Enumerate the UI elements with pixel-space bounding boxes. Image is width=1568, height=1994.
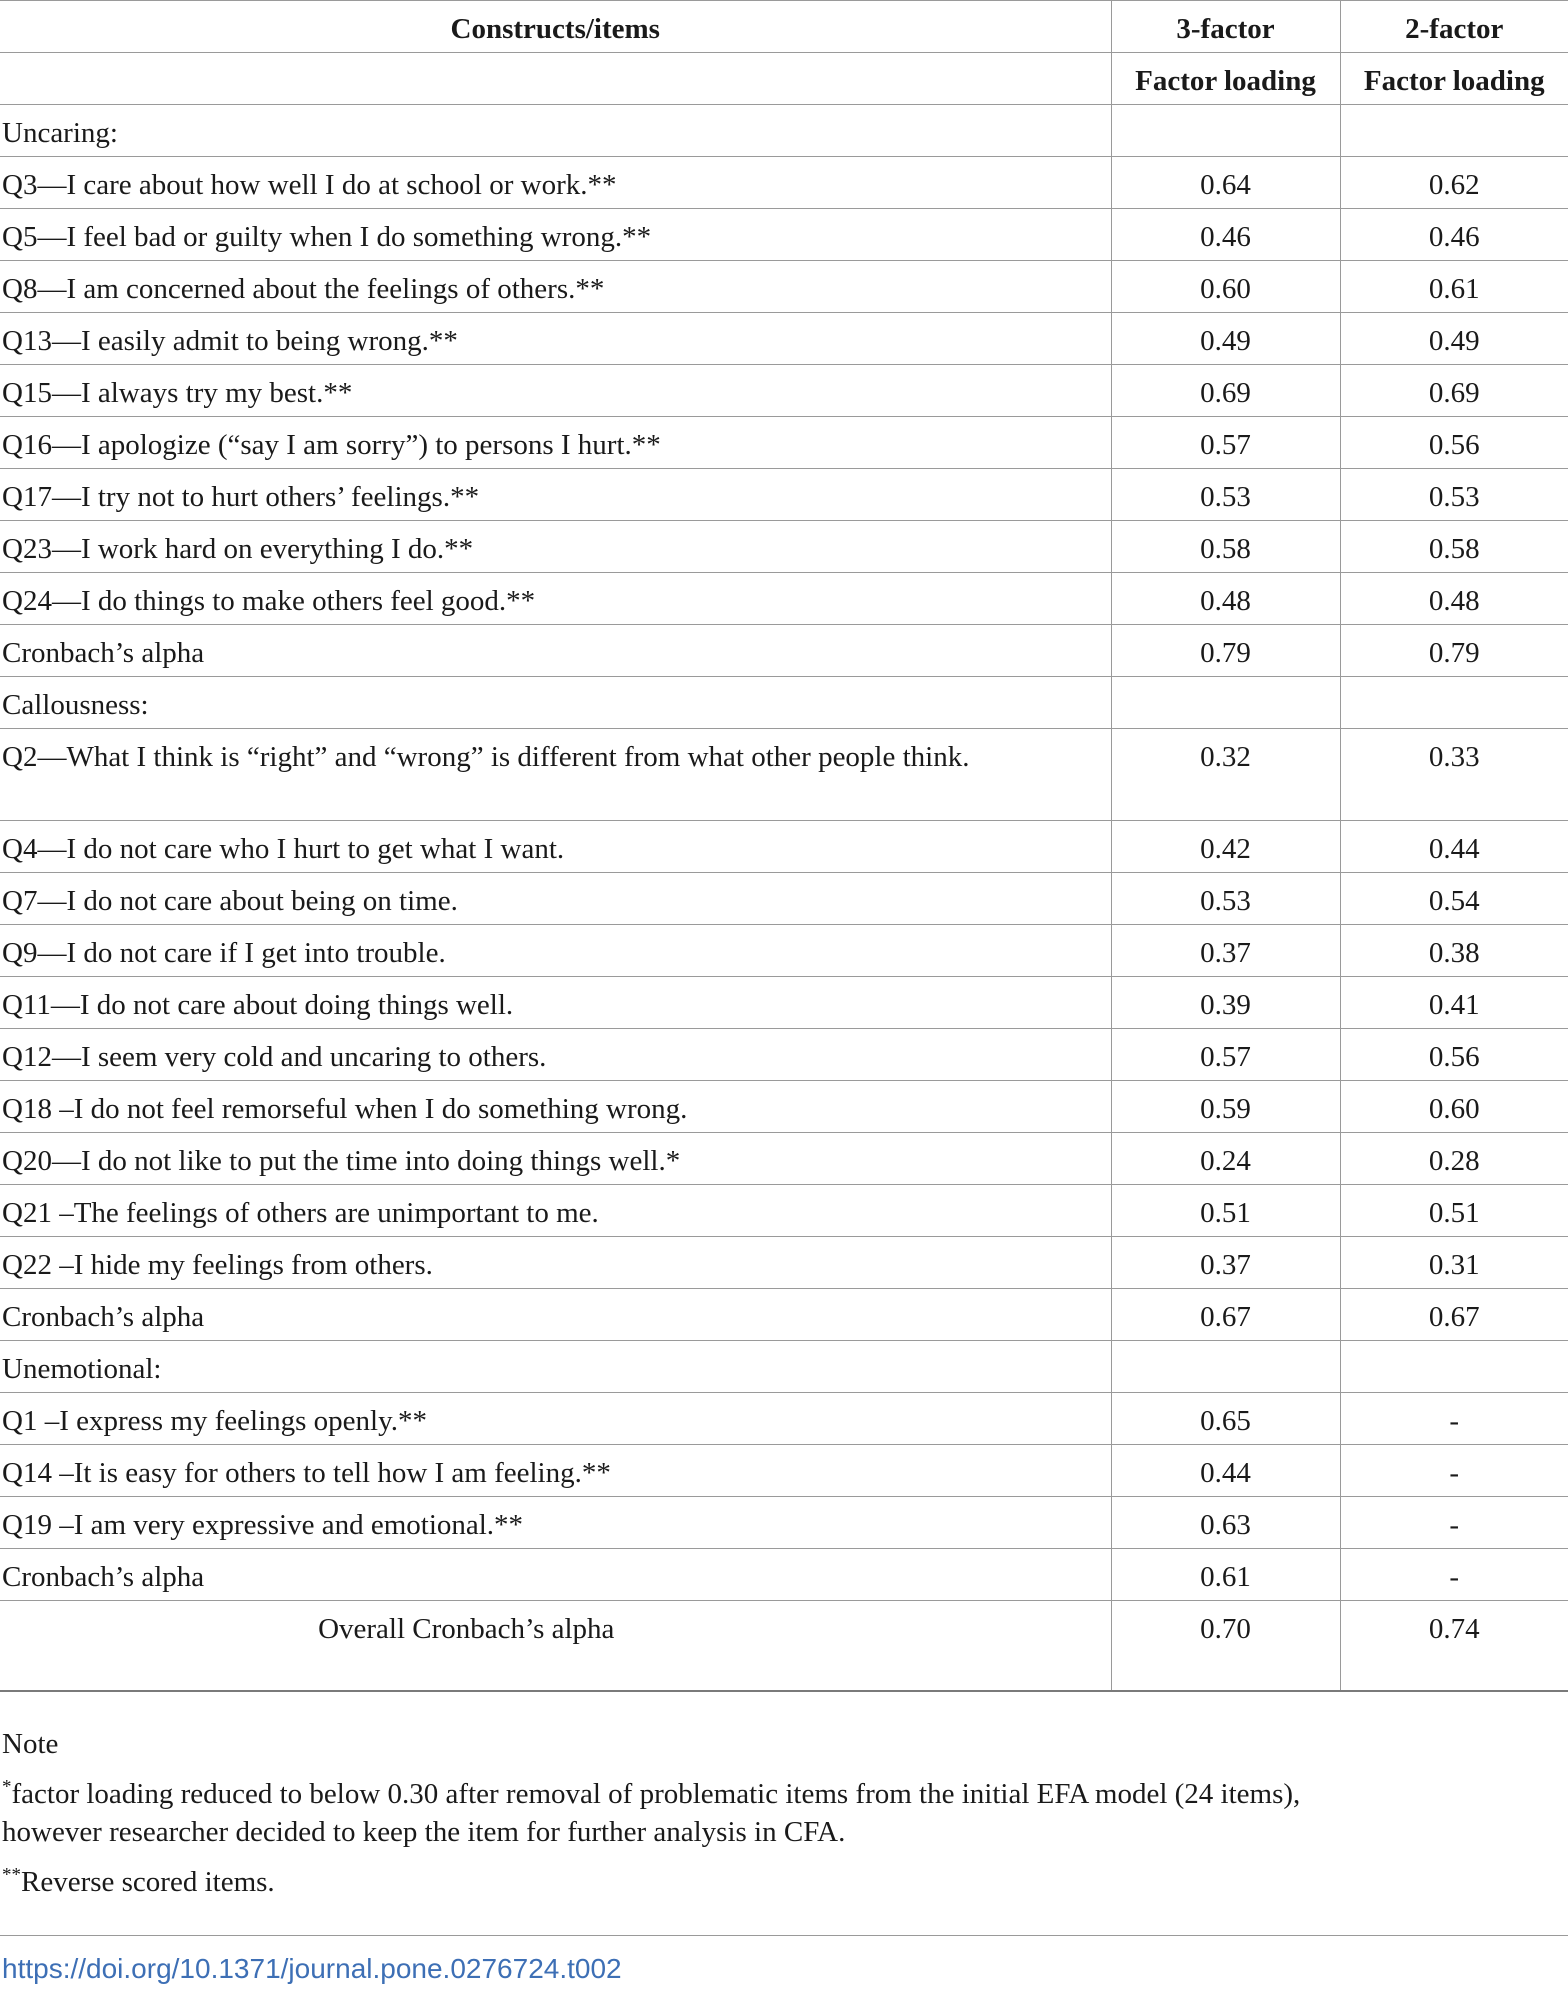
loading-3-factor: 0.53 <box>1111 469 1340 521</box>
loading-3-factor: 0.48 <box>1111 573 1340 625</box>
loading-2-factor: - <box>1340 1549 1568 1601</box>
subheader-3-factor-loading: Factor loading <box>1111 53 1340 105</box>
item-text: Q11—I do not care about doing things well. <box>0 977 1111 1029</box>
table-row <box>0 365 1568 417</box>
loading-3-factor: 0.37 <box>1111 925 1340 977</box>
loading-3-factor: 0.57 <box>1111 417 1340 469</box>
loading-3-factor: 0.39 <box>1111 977 1340 1029</box>
table-row <box>0 729 1568 821</box>
footer-divider <box>0 1935 1568 1936</box>
loading-3-factor: 0.63 <box>1111 1497 1340 1549</box>
table-row <box>0 1133 1568 1185</box>
table-row <box>0 573 1568 625</box>
loading-3-factor: 0.59 <box>1111 1081 1340 1133</box>
item-text: Q19 –I am very expressive and emotional.** <box>0 1497 1111 1549</box>
loading-2-factor: 0.60 <box>1340 1081 1568 1133</box>
loading-3-factor: 0.24 <box>1111 1133 1340 1185</box>
table-row <box>0 625 1568 677</box>
section-blank-2-factor <box>1340 105 1568 157</box>
note-mark-single: * <box>2 1776 12 1798</box>
item-text: Q20—I do not like to put the time into doing things well.* <box>0 1133 1111 1185</box>
table-row <box>0 417 1568 469</box>
section-blank-3-factor <box>1111 105 1340 157</box>
table-row <box>0 1445 1568 1497</box>
loading-2-factor: 0.53 <box>1340 469 1568 521</box>
loading-2-factor: 0.56 <box>1340 417 1568 469</box>
table-row <box>0 157 1568 209</box>
overall-alpha-3-factor: 0.70 <box>1111 1601 1340 1691</box>
item-text: Q22 –I hide my feelings from others. <box>0 1237 1111 1289</box>
item-text: Q15—I always try my best.** <box>0 365 1111 417</box>
section-title: Unemotional: <box>0 1341 1111 1393</box>
subheader-row <box>0 53 1568 105</box>
loading-2-factor: 0.41 <box>1340 977 1568 1029</box>
loading-3-factor: 0.57 <box>1111 1029 1340 1081</box>
table-row <box>0 313 1568 365</box>
section-title: Uncaring: <box>0 105 1111 157</box>
note-text-reverse: Reverse scored items. <box>21 1866 275 1898</box>
table-row <box>0 1185 1568 1237</box>
loading-2-factor: 0.31 <box>1340 1237 1568 1289</box>
loading-2-factor: 0.46 <box>1340 209 1568 261</box>
table-row <box>0 1549 1568 1601</box>
item-text: Q5—I feel bad or guilty when I do something wrong.** <box>0 209 1111 261</box>
section-blank-2-factor <box>1340 677 1568 729</box>
table-row <box>0 1289 1568 1341</box>
loading-2-factor: 0.44 <box>1340 821 1568 873</box>
loading-3-factor: 0.44 <box>1111 1445 1340 1497</box>
table-row <box>0 1081 1568 1133</box>
loading-3-factor: 0.32 <box>1111 729 1340 821</box>
section-blank-3-factor <box>1111 677 1340 729</box>
loading-3-factor: 0.37 <box>1111 1237 1340 1289</box>
table-row <box>0 209 1568 261</box>
item-text: Q12—I seem very cold and uncaring to others. <box>0 1029 1111 1081</box>
note-title: Note <box>2 1728 59 1760</box>
table-row <box>0 821 1568 873</box>
loading-2-factor: 0.54 <box>1340 873 1568 925</box>
item-text: Q3—I care about how well I do at school or work.** <box>0 157 1111 209</box>
item-text: Q18 –I do not feel remorseful when I do something wrong. <box>0 1081 1111 1133</box>
section-title: Callousness: <box>0 677 1111 729</box>
loading-3-factor: 0.49 <box>1111 313 1340 365</box>
table-body <box>0 105 1568 1691</box>
loading-3-factor: 0.61 <box>1111 1549 1340 1601</box>
loading-2-factor: - <box>1340 1393 1568 1445</box>
header-3-factor: 3-factor <box>1111 1 1340 53</box>
table-row <box>0 521 1568 573</box>
table-row <box>0 873 1568 925</box>
item-text: Q4—I do not care who I hurt to get what I want. <box>0 821 1111 873</box>
item-text: Q13—I easily admit to being wrong.** <box>0 313 1111 365</box>
item-text: Q9—I do not care if I get into trouble. <box>0 925 1111 977</box>
loading-3-factor: 0.64 <box>1111 157 1340 209</box>
loading-2-factor: 0.69 <box>1340 365 1568 417</box>
note-mark-double: ** <box>2 1864 21 1886</box>
loading-2-factor: 0.33 <box>1340 729 1568 821</box>
section-header-row <box>0 105 1568 157</box>
section-blank-3-factor <box>1111 1341 1340 1393</box>
section-header-row <box>0 677 1568 729</box>
note-text-line1: factor loading reduced to below 0.30 after removal of problematic items from the initial EFA model (24 items), <box>11 1778 1301 1810</box>
table-notes <box>2 1725 1542 1901</box>
table-row <box>0 977 1568 1029</box>
table-row <box>0 1237 1568 1289</box>
loading-3-factor: 0.46 <box>1111 209 1340 261</box>
table-row <box>0 1497 1568 1549</box>
loading-2-factor: 0.79 <box>1340 625 1568 677</box>
section-blank-2-factor <box>1340 1341 1568 1393</box>
item-text: Q21 –The feelings of others are unimportant to me. <box>0 1185 1111 1237</box>
subheader-2-factor-loading: Factor loading <box>1340 53 1568 105</box>
doi-link[interactable]: https://doi.org/10.1371/journal.pone.0276724.t002 <box>2 1953 622 1984</box>
subheader-empty <box>0 53 1111 105</box>
item-text: Q7—I do not care about being on time. <box>0 873 1111 925</box>
item-text: Cronbach’s alpha <box>0 1289 1111 1341</box>
item-text: Q8—I am concerned about the feelings of others.** <box>0 261 1111 313</box>
loading-2-factor: 0.58 <box>1340 521 1568 573</box>
loading-3-factor: 0.53 <box>1111 873 1340 925</box>
loading-3-factor: 0.67 <box>1111 1289 1340 1341</box>
table-row <box>0 469 1568 521</box>
item-text: Q1 –I express my feelings openly.** <box>0 1393 1111 1445</box>
note-double-asterisk <box>2 1863 1542 1901</box>
table-row <box>0 261 1568 313</box>
overall-alpha-row <box>0 1601 1568 1691</box>
loading-2-factor: 0.61 <box>1340 261 1568 313</box>
table-row <box>0 925 1568 977</box>
item-text: Q24—I do things to make others feel good.** <box>0 573 1111 625</box>
header-2-factor: 2-factor <box>1340 1 1568 53</box>
loading-3-factor: 0.42 <box>1111 821 1340 873</box>
loading-3-factor: 0.60 <box>1111 261 1340 313</box>
header-row <box>0 1 1568 53</box>
loading-3-factor: 0.51 <box>1111 1185 1340 1237</box>
item-text: Q14 –It is easy for others to tell how I am feeling.** <box>0 1445 1111 1497</box>
loading-3-factor: 0.65 <box>1111 1393 1340 1445</box>
note-single-asterisk-cont: however researcher decided to keep the item for further analysis in CFA. <box>2 1816 846 1848</box>
loading-2-factor: - <box>1340 1497 1568 1549</box>
item-text: Q2—What I think is “right” and “wrong” is different from what other people think. <box>0 729 1111 821</box>
loading-2-factor: 0.62 <box>1340 157 1568 209</box>
section-header-row <box>0 1341 1568 1393</box>
item-text: Q16—I apologize (“say I am sorry”) to persons I hurt.** <box>0 417 1111 469</box>
loading-2-factor: 0.56 <box>1340 1029 1568 1081</box>
loading-3-factor: 0.79 <box>1111 625 1340 677</box>
loading-2-factor: 0.51 <box>1340 1185 1568 1237</box>
item-text: Cronbach’s alpha <box>0 1549 1111 1601</box>
loading-2-factor: 0.67 <box>1340 1289 1568 1341</box>
note-single-asterisk <box>2 1775 1542 1813</box>
loading-2-factor: 0.49 <box>1340 313 1568 365</box>
loading-2-factor: 0.48 <box>1340 573 1568 625</box>
overall-alpha-2-factor: 0.74 <box>1340 1601 1568 1691</box>
loading-2-factor: - <box>1340 1445 1568 1497</box>
header-constructs-items: Constructs/items <box>0 1 1111 53</box>
item-text: Cronbach’s alpha <box>0 625 1111 677</box>
loading-2-factor: 0.28 <box>1340 1133 1568 1185</box>
item-text: Q23—I work hard on everything I do.** <box>0 521 1111 573</box>
item-text: Q17—I try not to hurt others’ feelings.** <box>0 469 1111 521</box>
overall-alpha-label: Overall Cronbach’s alpha <box>0 1601 1111 1691</box>
loading-3-factor: 0.58 <box>1111 521 1340 573</box>
table-row <box>0 1393 1568 1445</box>
table-row <box>0 1029 1568 1081</box>
loading-3-factor: 0.69 <box>1111 365 1340 417</box>
loading-2-factor: 0.38 <box>1340 925 1568 977</box>
